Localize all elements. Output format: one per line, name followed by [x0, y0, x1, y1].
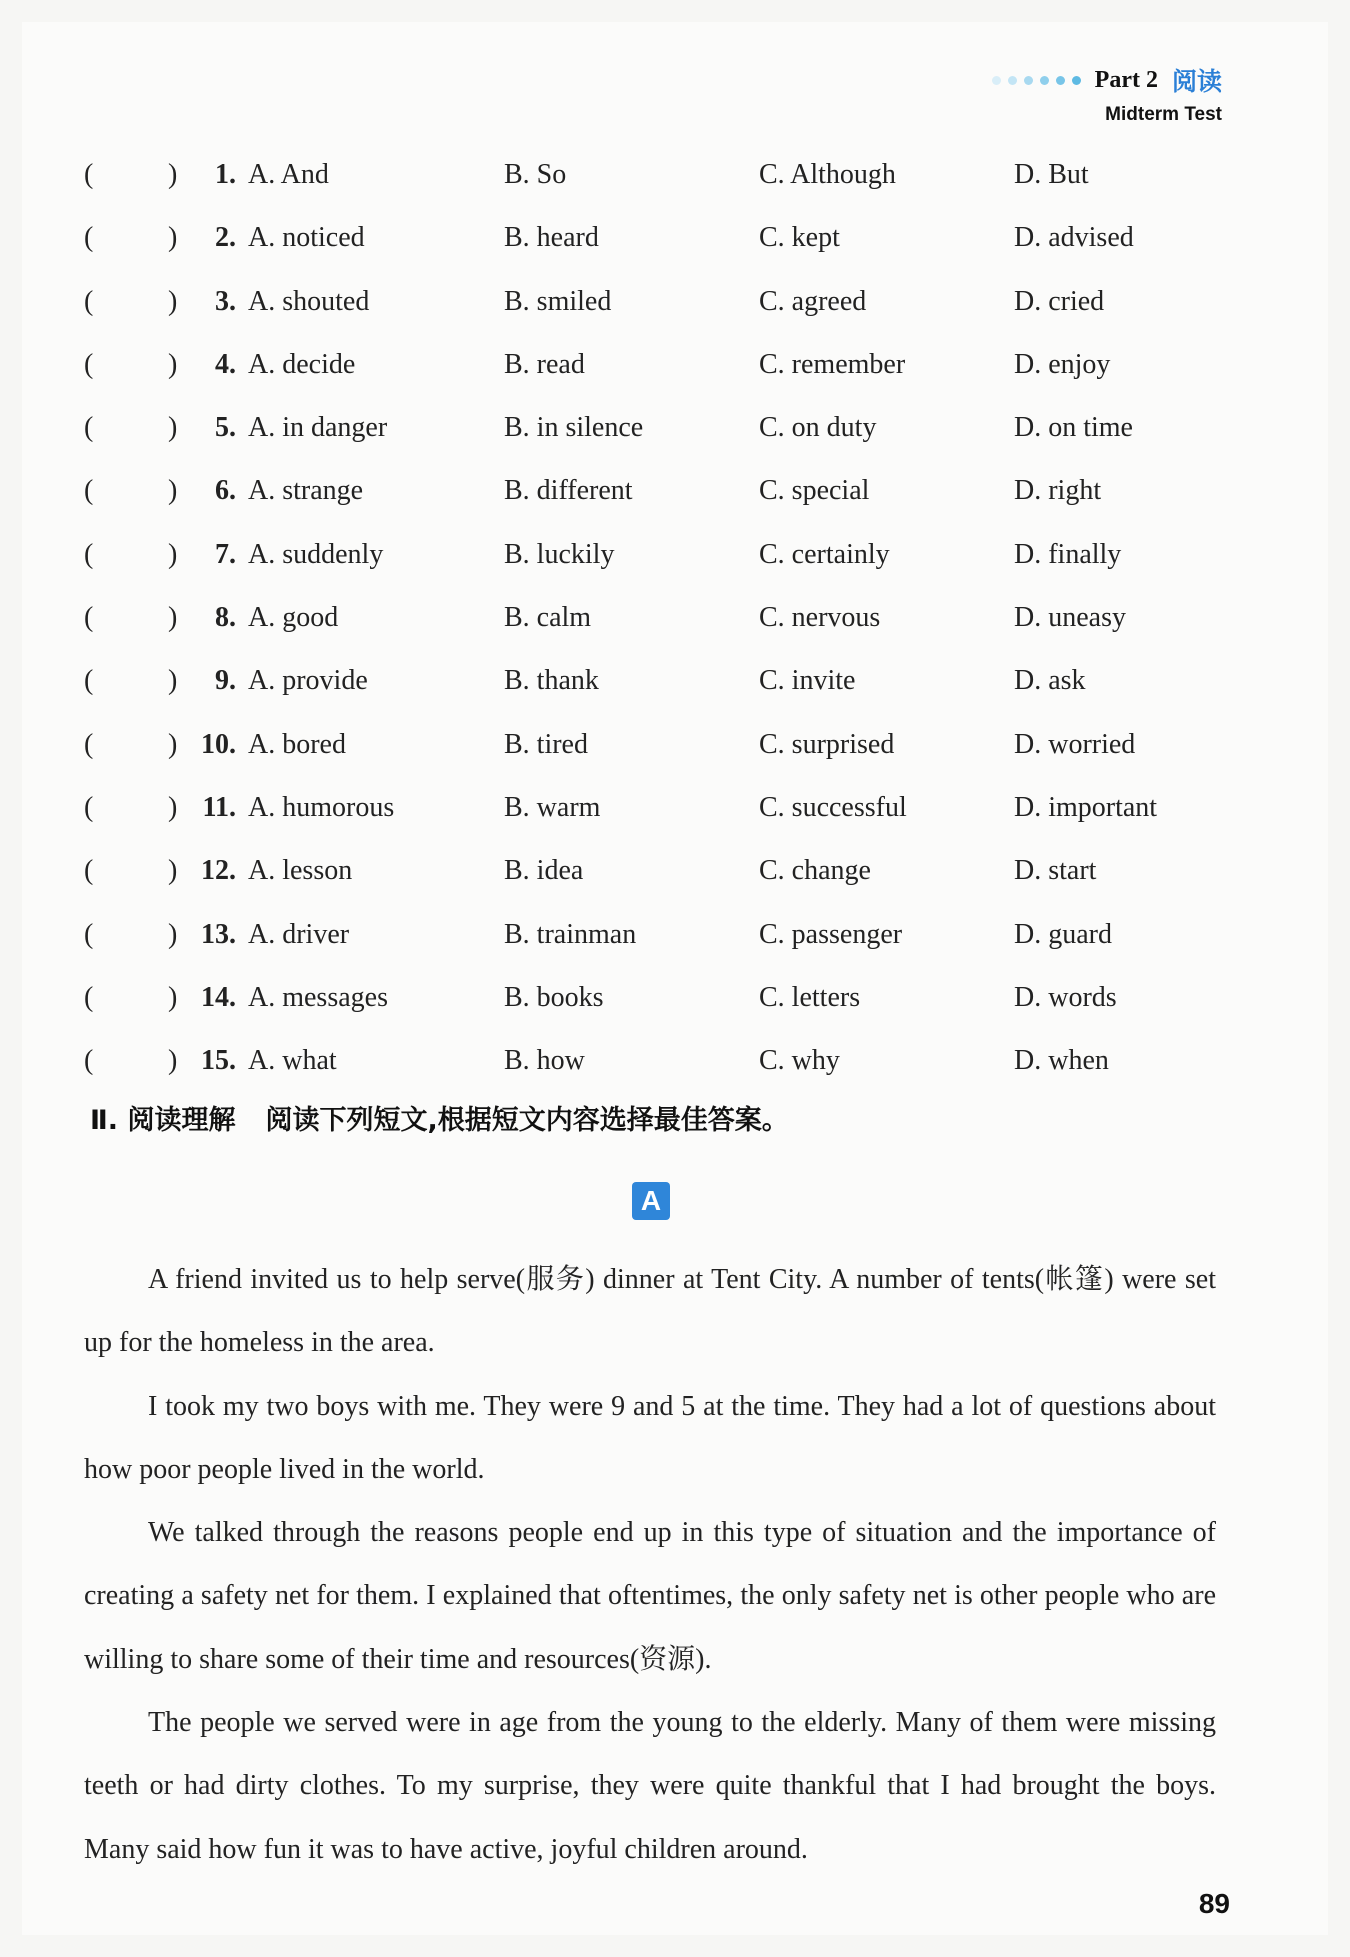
dot-icon [1008, 76, 1017, 85]
option-b: B. in silence [504, 412, 644, 444]
question-number: 10. [201, 728, 236, 760]
option-b: B. calm [504, 602, 592, 634]
option-a: A. lesson [248, 855, 353, 887]
answer-paren-close: ) [168, 918, 178, 950]
dot-icon [1040, 76, 1049, 85]
option-d: D. advised [1014, 222, 1134, 254]
question-row [84, 593, 1214, 656]
option-b: B. read [504, 348, 585, 380]
part-chinese-label: 阅读 [1171, 67, 1222, 96]
answer-paren-close: ) [168, 348, 178, 380]
question-number: 15. [201, 1045, 236, 1077]
option-d: D. right [1014, 475, 1102, 507]
option-d: D. cried [1014, 285, 1105, 317]
answer-paren-open[interactable]: ( [84, 159, 94, 190]
question-row [84, 213, 1214, 276]
option-b: B. smiled [504, 285, 612, 317]
question-list [84, 150, 1214, 1099]
question-row [84, 656, 1214, 719]
dot-icon [992, 76, 1001, 85]
option-d: D. worried [1014, 728, 1136, 760]
question-number: 9. [215, 665, 236, 697]
option-c: C. kept [759, 222, 840, 254]
option-c: C. change [759, 855, 871, 887]
answer-paren-open[interactable]: ( [84, 412, 94, 444]
option-a: A. shouted [248, 285, 370, 317]
question-row [84, 720, 1214, 783]
answer-paren-open[interactable]: ( [84, 1045, 94, 1077]
answer-paren-open[interactable]: ( [84, 918, 94, 950]
section-title [90, 1098, 789, 1137]
dot-icon [1024, 76, 1033, 85]
answer-paren-open[interactable]: ( [84, 981, 94, 1013]
question-number: 6. [215, 475, 236, 507]
decorative-dots [992, 76, 1081, 85]
option-b: B. thank [504, 665, 599, 697]
option-c: C. certainly [759, 538, 890, 570]
option-a: A. humorous [248, 791, 395, 823]
answer-paren-open[interactable]: ( [84, 222, 94, 254]
option-d: D. uneasy [1014, 602, 1126, 634]
question-number: 1. [215, 159, 236, 190]
passage-badge: A [632, 1182, 670, 1220]
answer-paren-open[interactable]: ( [84, 791, 94, 823]
question-number: 3. [215, 285, 236, 317]
option-b: B. tired [504, 728, 588, 760]
question-row [84, 150, 1214, 213]
option-b: B. different [504, 475, 633, 507]
answer-paren-open[interactable]: ( [84, 538, 94, 570]
option-a: A. And [248, 159, 329, 190]
question-number: 13. [201, 918, 236, 950]
question-row [84, 783, 1214, 846]
question-number: 14. [201, 981, 236, 1013]
option-a: A. in danger [248, 412, 388, 444]
option-c: C. remember [759, 348, 906, 380]
header-top [992, 62, 1222, 98]
section-heading: Ⅱ. 阅读理解 [90, 1105, 236, 1136]
option-b: B. how [504, 1045, 585, 1077]
option-a: A. decide [248, 348, 356, 380]
answer-paren-close: ) [168, 665, 178, 697]
answer-paren-open[interactable]: ( [84, 602, 94, 634]
answer-paren-close: ) [168, 728, 178, 760]
option-a: A. provide [248, 665, 368, 697]
option-b: B. heard [504, 222, 599, 254]
option-d: D. important [1014, 791, 1158, 823]
option-c: C. passenger [759, 918, 903, 950]
question-row [84, 530, 1214, 593]
option-c: C. why [759, 1045, 840, 1077]
question-number: 5. [215, 412, 236, 444]
answer-paren-close: ) [168, 475, 178, 507]
option-a: A. driver [248, 918, 350, 950]
section-instruction: 阅读下列短文,根据短文内容选择最佳答案。 [265, 1105, 789, 1136]
answer-paren-close: ) [168, 412, 178, 444]
option-a: A. good [248, 602, 339, 634]
answer-paren-open[interactable]: ( [84, 665, 94, 697]
question-row [84, 340, 1214, 403]
answer-paren-close: ) [168, 285, 178, 317]
answer-paren-close: ) [168, 538, 178, 570]
question-row [84, 466, 1214, 529]
answer-paren-open[interactable]: ( [84, 348, 94, 380]
option-a: A. suddenly [248, 538, 384, 570]
question-number: 7. [215, 538, 236, 570]
answer-paren-close: ) [168, 159, 178, 190]
option-b: B. warm [504, 791, 601, 823]
option-a: A. strange [248, 475, 364, 507]
option-b: B. So [504, 159, 567, 190]
option-a: A. what [248, 1045, 337, 1077]
question-row [84, 846, 1214, 909]
question-row [84, 1036, 1214, 1099]
option-d: D. start [1014, 855, 1097, 887]
part-label: Part 2 [1094, 66, 1158, 93]
passage-paragraph: A friend invited us to help serve(服务) dinner at Tent City. A number of tents(帐篷) were set up for the homeless in the area. [84, 1264, 1216, 1359]
question-number: 4. [215, 348, 236, 380]
option-b: B. idea [504, 855, 584, 887]
answer-paren-close: ) [168, 981, 178, 1013]
option-a: A. noticed [248, 222, 365, 254]
question-number: 8. [215, 602, 236, 634]
option-d: D. guard [1014, 918, 1112, 950]
answer-paren-close: ) [168, 602, 178, 634]
option-d: D. But [1014, 159, 1089, 190]
option-c: C. invite [759, 665, 856, 697]
option-b: B. luckily [504, 538, 615, 570]
dot-icon [1056, 76, 1065, 85]
option-d: D. on time [1014, 412, 1133, 444]
passage [84, 1248, 1216, 1881]
option-d: D. enjoy [1014, 348, 1111, 380]
option-c: C. surprised [759, 728, 895, 760]
answer-paren-close: ) [168, 1045, 178, 1077]
option-d: D. words [1014, 981, 1117, 1013]
answer-paren-close: ) [168, 791, 178, 823]
option-c: C. nervous [759, 602, 881, 634]
question-row [84, 910, 1214, 973]
option-b: B. books [504, 981, 604, 1013]
question-row [84, 277, 1214, 340]
answer-paren-close: ) [168, 222, 178, 254]
option-c: C. agreed [759, 285, 867, 317]
question-row [84, 973, 1214, 1036]
answer-paren-open[interactable]: ( [84, 855, 94, 887]
option-c: C. special [759, 475, 870, 507]
option-d: D. finally [1014, 538, 1122, 570]
option-a: A. bored [248, 728, 346, 760]
question-number: 12. [201, 855, 236, 887]
option-a: A. messages [248, 981, 388, 1013]
option-c: C. letters [759, 981, 861, 1013]
dot-icon [1072, 76, 1081, 85]
option-c: C. successful [759, 791, 907, 823]
question-number: 2. [215, 222, 236, 254]
option-c: C. on duty [759, 412, 877, 444]
option-d: D. ask [1014, 665, 1086, 697]
page-header [992, 62, 1222, 126]
option-b: B. trainman [504, 918, 637, 950]
answer-paren-open[interactable]: ( [84, 475, 94, 507]
answer-paren-open[interactable]: ( [84, 285, 94, 317]
answer-paren-open[interactable]: ( [84, 728, 94, 760]
header-subtitle: Midterm Test [1105, 104, 1222, 125]
passage-paragraph: The people we served were in age from the young to the elderly. Many of them were missing teeth or had dirty clothes. To my surprise, they were quite thankful that I had brought the boys. Many said how fun it was to have active, joyful children around. [84, 1707, 1216, 1865]
question-number: 11. [202, 791, 236, 823]
page-number: 89 [1198, 1888, 1230, 1919]
option-d: D. when [1014, 1045, 1109, 1077]
passage-paragraph: I took my two boys with me. They were 9 and 5 at the time. They had a lot of questions about how poor people lived in the world. [84, 1390, 1216, 1485]
passage-paragraph: We talked through the reasons people end up in this type of situation and the importance of creating a safety net for them. I explained that oftentimes, the only safety net is other people who are willing to share some of their time and resources(资源). [84, 1517, 1216, 1675]
question-row [84, 403, 1214, 466]
option-c: C. Although [759, 159, 896, 190]
answer-paren-close: ) [168, 855, 178, 887]
